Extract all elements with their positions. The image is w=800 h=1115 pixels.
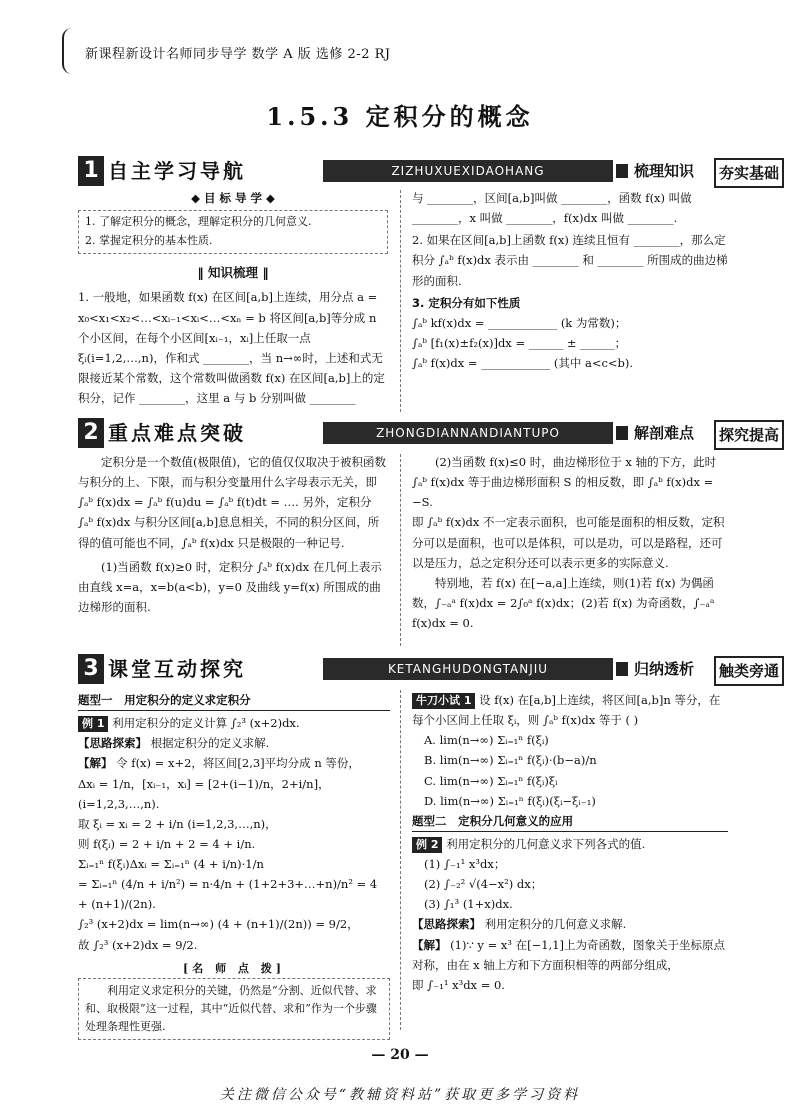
- solution-label: 【解】: [412, 937, 447, 952]
- section-number: 2: [78, 418, 104, 448]
- example-label: 例 2: [412, 837, 442, 853]
- knowledge-item-3-heading: 3. 定积分有如下性质: [412, 295, 521, 310]
- solution-line: 令 f(x) = x+2，将区间[2,3]平均分成 n 等份，: [116, 756, 360, 771]
- solution-line: 故 ∫₂³ (x+2)dx = 9/2.: [78, 937, 198, 952]
- goal-item: 1. 了解定积分的概念，理解定积分的几何意义.: [85, 215, 312, 229]
- section-1-right: [412, 188, 728, 373]
- section-name: 重点难点突破: [108, 421, 246, 445]
- section-2-right: [412, 452, 728, 633]
- section-name: 课堂互动探究: [108, 657, 246, 681]
- solution-line: 取 ξᵢ = xᵢ = 2 + i/n (i=1,2,3,…,n)，: [78, 816, 277, 831]
- key-point-paragraph: 即 ∫ₐᵇ f(x)dx 不一定表示面积，也可能是面积的相反数，定积分可以是面积，也可以是体积，可以是功，可以是路程，还可以是压力，总之定积分还可以表示更多的实际意义.: [412, 515, 725, 570]
- goal-heading: ◆ 目 标 导 学 ◆: [191, 191, 275, 205]
- section-pinyin: KETANGHUDONGTANJIU: [323, 658, 613, 680]
- try-question: 设 f(x) 在[a,b]上连续，将区间[a,b]n 等分，在每个小区间上任取 ξᵢ，则 ∫ₐᵇ f(x)dx 等于 ( ): [412, 693, 721, 728]
- solution-line: ∫₂³ (x+2)dx = lim(n→∞) (4 + (n+1)/(2n)) = 9/2，: [78, 917, 359, 932]
- goal-item: 2. 掌握定积分的基本性质.: [85, 233, 213, 247]
- think-text: 根据定积分的定义求解.: [150, 736, 270, 751]
- section-pinyin: ZIZHUXUEXIDAOHANG: [323, 160, 613, 182]
- key-point-paragraph: (1)当函数 f(x)≥0 时，定积分 ∫ₐᵇ f(x)dx 在几何上表示由直线 x=a，x=b(a<b)，y=0 及曲线 y=f(x) 所围成的曲边梯形的面积.: [78, 559, 382, 614]
- section-tag-2: 触类旁通: [714, 656, 784, 686]
- running-header: 新课程新设计名师同步导学 数学 A 版 选修 2-2 RJ: [85, 47, 391, 62]
- example-question: 利用定积分的定义计算 ∫₂³ (x+2)dx.: [112, 716, 300, 731]
- column-divider: [400, 690, 401, 1030]
- solution-line: 则 f(ξᵢ) = 2 + i/n + 2 = 4 + i/n.: [78, 836, 256, 851]
- section-tag-2: 探究提高: [714, 420, 784, 450]
- question-type-label: 题型一: [78, 693, 113, 707]
- section-number: 3: [78, 654, 104, 684]
- example-question: 利用定积分的几何意义求下列各式的值.: [446, 836, 646, 851]
- knowledge-item-2: 2. 如果在区间[a,b]上函数 f(x) 连续且恒有 ________，那么定积分 ∫ₐᵇ f(x)dx 表示由 ________ 和 ________ 所围成的曲边梯形的面积.: [412, 233, 728, 288]
- solution-line: Δxᵢ = 1/n，[xᵢ₋₁，xᵢ] = [2+(i−1)/n，2+i/n]，(i=1,2,3,…,n).: [78, 776, 330, 811]
- example-label: 例 1: [78, 716, 108, 732]
- choice-option: D. lim(n→∞) Σᵢ₌₁ⁿ f(ξᵢ)(ξᵢ−ξᵢ₋₁): [424, 793, 596, 808]
- knowledge-item-1-cont: 与 ________，区间[a,b]叫做 ________，函数 f(x) 叫做 ________，x 叫做 ________，f(x)dx 叫做 ________.: [412, 191, 692, 226]
- choice-option: B. lim(n→∞) Σᵢ₌₁ⁿ f(ξᵢ)·(b−a)/n: [424, 753, 597, 768]
- section-tag-1: 归纳透析: [634, 660, 695, 678]
- solution-label: 【解】: [78, 756, 113, 771]
- choice-option: A. lim(n→∞) Σᵢ₌₁ⁿ f(ξᵢ): [424, 733, 549, 748]
- question-type-title: 定积分几何意义的应用: [458, 813, 574, 828]
- goal-box: [78, 210, 388, 253]
- try-label: 牛刀小试 1: [412, 693, 475, 709]
- section-1-left: [78, 188, 388, 408]
- tip-heading: [名 师 点 拨]: [183, 961, 285, 975]
- example-item: (3) ∫₁³ (1+x)dx.: [424, 897, 513, 912]
- section-banner-1: [78, 156, 780, 186]
- knowledge-item-1: 1. 一般地，如果函数 f(x) 在区间[a,b]上连续，用分点 a = x₀<x₁<x₂<…<xᵢ₋₁<xᵢ<…<xₙ = b 将区间[a,b]等分成 n 个小区间，在每个小区间[xᵢ₋₁，xᵢ]上任取一点 ξᵢ(i=1,2,…,n)，作和式 ________，当 n→∞时，上述和式无限接近某个常数，这个常数叫做函数 f(x) 在区间[a,b]上的定积分，记作 ________，这里 a 与 b 分别叫做 ________: [78, 290, 385, 405]
- example-item: (2) ∫₋₂² √(4−x²) dx；: [424, 877, 543, 892]
- section-tag-1: 梳理知识: [634, 162, 695, 180]
- property-1: ∫ₐᵇ kf(x)dx = ____________ (k 为常数)；: [412, 315, 627, 330]
- section-number: 1: [78, 156, 104, 186]
- footer-note: 关注微信公众号“教辅资料站”获取更多学习资料: [219, 1087, 581, 1103]
- think-label: 【思路探索】: [412, 917, 481, 932]
- think-text: 利用定积分的几何意义求解.: [484, 917, 627, 932]
- solution-line: Σᵢ₌₁ⁿ f(ξᵢ)Δxᵢ = Σᵢ₌₁ⁿ (4 + i/n)·1/n: [78, 857, 264, 871]
- section-2-left: [78, 452, 388, 617]
- square-icon: [616, 426, 628, 440]
- section-tag-2: 夯实基础: [714, 158, 784, 188]
- solution-line: 即 ∫₋₁¹ x³dx = 0.: [412, 977, 505, 992]
- key-point-paragraph: (2)当函数 f(x)≤0 时，曲边梯形位于 x 轴的下方，此时 ∫ₐᵇ f(x)dx 等于曲边梯形面积 S 的相反数，即 ∫ₐᵇ f(x)dx = −S.: [412, 455, 717, 510]
- section-3-left: [78, 690, 390, 1040]
- square-icon: [616, 662, 628, 676]
- header-bracket: [62, 28, 74, 74]
- think-label: 【思路探索】: [78, 736, 147, 751]
- square-icon: [616, 164, 628, 178]
- property-2: ∫ₐᵇ [f₁(x)±f₂(x)]dx = ______ ± ______；: [412, 335, 627, 350]
- section-3-right: [412, 690, 728, 995]
- key-point-paragraph: 定积分是一个数值(极限值)，它的值仅仅取决于被积函数与积分的上、下限，而与积分变量用什么字母表示无关，即 ∫ₐᵇ f(x)dx = ∫ₐᵇ f(u)du = ∫ₐᵇ f(t)dt = …. 另外，定积分 ∫ₐᵇ f(x)dx 与积分区间[a,b]息息相关，不同的积分区间，所得的值可能也不同，∫ₐᵇ f(x)dx 只是极限的一种记号.: [78, 455, 386, 550]
- section-name: 自主学习导航: [108, 159, 246, 183]
- tip-box: 利用定义求定积分的关键，仍然是“分割、近似代替、求和、取极限”这一过程，其中“近似代替、求和”作为一个步骤处理条理性更强.: [78, 978, 390, 1040]
- property-3: ∫ₐᵇ f(x)dx = ____________ (其中 a<c<b).: [412, 356, 634, 370]
- question-type-label: 题型二: [412, 813, 447, 828]
- solution-line: = Σᵢ₌₁ⁿ (4/n + i/n²) = n·4/n + (1+2+3+…+n)/n² = 4 + (n+1)/(2n).: [78, 877, 378, 912]
- section-pinyin: ZHONGDIANNANDIANTUPO: [323, 422, 613, 444]
- page-title: 1.5.3 定积分的概念: [266, 102, 534, 131]
- example-item: (1) ∫₋₁¹ x³dx；: [424, 857, 506, 871]
- solution-line: (1)∵ y = x³ 在[−1,1]上为奇函数，图象关于坐标原点对称，由在 x 轴上方和下方面积相等的两部分组成，: [412, 937, 726, 972]
- key-point-paragraph: 特别地，若 f(x) 在[−a,a]上连续，则(1)若 f(x) 为偶函数，∫₋ₐᵃ f(x)dx = 2∫₀ᵃ f(x)dx；(2)若 f(x) 为奇函数，∫₋ₐᵃ f(x)dx = 0.: [412, 575, 715, 630]
- column-divider: [400, 190, 401, 412]
- section-banner-3: [78, 654, 780, 684]
- question-type-title: 用定积分的定义求定积分: [124, 693, 251, 707]
- choice-option: C. lim(n→∞) Σᵢ₌₁ⁿ f(ξᵢ)ξᵢ: [424, 773, 558, 788]
- knowledge-heading: ‖ 知识梳理 ‖: [197, 264, 269, 280]
- column-divider: [400, 454, 401, 646]
- page-number: — 20 —: [371, 1047, 429, 1063]
- section-tag-1: 解剖难点: [634, 424, 695, 442]
- section-banner-2: [78, 418, 780, 448]
